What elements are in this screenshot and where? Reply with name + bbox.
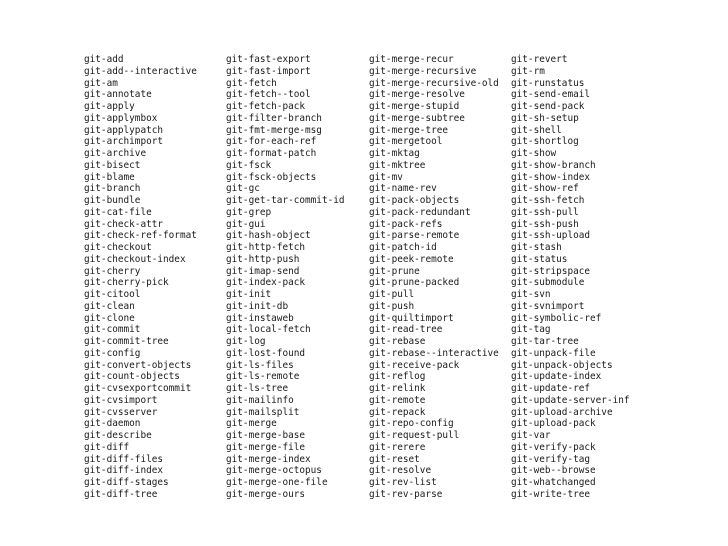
command-item: git-fsck <box>226 159 272 171</box>
command-item: git-remote <box>369 394 426 406</box>
command-item: git-local-fetch <box>226 324 311 336</box>
command-item: git-update-index <box>511 371 602 383</box>
command-item: git-ssh-fetch <box>511 195 585 206</box>
command-item: git-symbolic-ref <box>511 312 602 324</box>
command-item: git-cvsserver <box>84 406 158 418</box>
command-item: git-for-each-ref <box>226 136 317 148</box>
command-item: git-request-pull <box>369 430 460 441</box>
command-item: git-cherry <box>84 265 141 277</box>
command-item: git-svnimport <box>511 300 585 312</box>
command-item: git-cherry-pick <box>84 277 169 289</box>
command-item: git-format-patch <box>226 148 317 159</box>
command-item: git-clone <box>84 312 135 324</box>
command-item: git-merge-recursive <box>369 65 477 77</box>
command-item: git-tag <box>511 324 551 336</box>
command-item: git-mv <box>369 171 403 183</box>
command-item: git-checkout <box>84 242 152 253</box>
command-item: git-send-pack <box>511 101 585 112</box>
command-item: git-annotate <box>84 89 152 101</box>
command-item: git-cat-file <box>84 206 152 218</box>
command-item: git-filter-branch <box>226 112 322 124</box>
command-item: git-fsck-objects <box>226 171 317 183</box>
command-column-1 <box>84 54 197 501</box>
command-item: git-hash-object <box>226 230 311 242</box>
command-item: git-mktree <box>369 159 426 171</box>
command-item: git-fetch <box>226 77 277 89</box>
command-item: git-merge-ours <box>226 488 306 500</box>
command-item: git-diff-tree <box>84 488 158 500</box>
command-item: git-merge-one-file <box>226 477 328 488</box>
command-item: git-name-rev <box>369 183 437 195</box>
command-item: git-add--interactive <box>84 65 197 77</box>
command-item: git-rerere <box>369 441 426 453</box>
command-item: git-pull <box>369 289 415 300</box>
command-item: git-config <box>84 347 141 359</box>
command-item: git-repack <box>369 406 426 418</box>
command-item: git-resolve <box>369 465 432 477</box>
command-column-4 <box>511 54 630 501</box>
command-item: git-branch <box>84 183 141 195</box>
command-item: git-gc <box>226 183 260 195</box>
command-item: git-lost-found <box>226 347 306 359</box>
command-item: git-read-tree <box>369 324 443 336</box>
command-item: git-var <box>511 430 551 441</box>
command-item: git-send-email <box>511 89 591 101</box>
command-item: git-verify-tag <box>511 453 591 465</box>
command-item: git-fast-export <box>226 54 311 65</box>
command-item: git-fast-import <box>226 65 311 77</box>
command-item: git-patch-id <box>369 242 437 253</box>
command-item: git-verify-pack <box>511 441 596 453</box>
command-item: git-diff <box>84 441 130 453</box>
command-item: git-relink <box>369 383 426 394</box>
command-item: git-sh-setup <box>511 112 579 124</box>
command-item: git-merge-tree <box>369 124 449 136</box>
command-item: git-http-push <box>226 253 300 265</box>
command-item: git-unpack-objects <box>511 359 613 371</box>
command-item: git-applymbox <box>84 112 158 124</box>
command-item: git-submodule <box>511 277 585 289</box>
command-item: git-describe <box>84 430 152 441</box>
command-item: git-rebase <box>369 336 426 347</box>
command-item: git-diff-stages <box>84 477 169 488</box>
command-item: git-pack-refs <box>369 218 443 230</box>
command-item: git-prune-packed <box>369 277 460 289</box>
command-item: git-merge-recur <box>369 54 454 65</box>
command-item: git-svn <box>511 289 551 300</box>
command-item: git-update-ref <box>511 383 591 394</box>
command-item: git-commit-tree <box>84 336 169 347</box>
command-item: git-rm <box>511 65 545 77</box>
command-item: git-pack-redundant <box>369 206 471 218</box>
command-item: git-citool <box>84 289 141 300</box>
command-item: git-http-fetch <box>226 242 306 253</box>
command-item: git-unpack-file <box>511 347 596 359</box>
command-item: git-ls-remote <box>226 371 300 383</box>
command-item: git-instaweb <box>226 312 294 324</box>
command-item: git-show-ref <box>511 183 579 195</box>
command-item: git-reflog <box>369 371 426 383</box>
command-item: git-repo-config <box>369 418 454 430</box>
command-item: git-merge-file <box>226 441 306 453</box>
command-item: git-merge-resolve <box>369 89 465 101</box>
command-item: git-check-ref-format <box>84 230 197 242</box>
command-item: git-applypatch <box>84 124 164 136</box>
command-item: git-show-index <box>511 171 591 183</box>
command-item: git-count-objects <box>84 371 180 383</box>
command-item: git-push <box>369 300 415 312</box>
command-item: git-fmt-merge-msg <box>226 124 322 136</box>
command-item: git-parse-remote <box>369 230 460 242</box>
command-item: git-grep <box>226 206 272 218</box>
command-item: git-convert-objects <box>84 359 192 371</box>
command-item: git-runstatus <box>511 77 585 89</box>
command-item: git-diff-index <box>84 465 164 477</box>
command-item: git-stash <box>511 242 562 253</box>
command-item: git-cvsexportcommit <box>84 383 192 394</box>
command-item: git-diff-files <box>84 453 164 465</box>
command-item: git-mailinfo <box>226 394 294 406</box>
command-item: git-merge-index <box>226 453 311 465</box>
command-item: git-pack-objects <box>369 195 460 206</box>
command-item: git-fetch-pack <box>226 101 306 112</box>
command-item: git-show-branch <box>511 159 596 171</box>
command-item: git-archive <box>84 148 147 159</box>
command-item: git-whatchanged <box>511 477 596 488</box>
command-item: git-quiltimport <box>369 312 454 324</box>
command-item: git-rev-list <box>369 477 437 488</box>
command-item: git-prune <box>369 265 420 277</box>
command-item: git-daemon <box>84 418 141 430</box>
command-item: git-ls-tree <box>226 383 289 394</box>
command-item: git-ssh-pull <box>511 206 579 218</box>
command-item: git-clean <box>84 300 135 312</box>
command-item: git-init <box>226 289 272 300</box>
command-column-2 <box>226 54 345 501</box>
command-item: git-stripspace <box>511 265 591 277</box>
command-item: git-log <box>226 336 266 347</box>
command-item: git-mktag <box>369 148 420 159</box>
command-item: git-ssh-push <box>511 218 579 230</box>
command-item: git-web--browse <box>511 465 596 477</box>
command-item: git-merge-octopus <box>226 465 322 477</box>
command-item: git-cvsimport <box>84 394 158 406</box>
command-item: git-commit <box>84 324 141 336</box>
command-item: git-archimport <box>84 136 164 148</box>
command-item: git-shortlog <box>511 136 579 148</box>
command-item: git-revert <box>511 54 568 65</box>
command-item: git-write-tree <box>511 488 591 500</box>
command-item: git-bisect <box>84 159 141 171</box>
command-item: git-peek-remote <box>369 253 454 265</box>
command-item: git-merge <box>226 418 277 430</box>
command-item: git-checkout-index <box>84 253 186 265</box>
command-item: git-rev-parse <box>369 488 443 500</box>
command-item: git-upload-pack <box>511 418 596 430</box>
command-item: git-ls-files <box>226 359 294 371</box>
command-item: git-receive-pack <box>369 359 460 371</box>
command-item: git-apply <box>84 101 135 112</box>
command-item: git-am <box>84 77 118 89</box>
command-item: git-get-tar-commit-id <box>226 195 345 206</box>
command-item: git-merge-subtree <box>369 112 465 124</box>
command-item: git-index-pack <box>226 277 306 289</box>
command-item: git-show <box>511 148 557 159</box>
command-item: git-merge-stupid <box>369 101 460 112</box>
command-item: git-init-db <box>226 300 289 312</box>
command-item: git-gui <box>226 218 266 230</box>
command-item: git-merge-recursive-old <box>369 77 499 89</box>
command-item: git-tar-tree <box>511 336 579 347</box>
command-item: git-mailsplit <box>226 406 300 418</box>
command-item: git-check-attr <box>84 218 164 230</box>
command-item: git-shell <box>511 124 562 136</box>
command-item: git-upload-archive <box>511 406 613 418</box>
command-item: git-add <box>84 54 124 65</box>
command-item: git-update-server-inf <box>511 394 630 406</box>
command-item: git-fetch--tool <box>226 89 311 101</box>
command-item: git-status <box>511 253 568 265</box>
command-item: git-bundle <box>84 195 141 206</box>
command-column-3 <box>369 54 499 501</box>
command-item: git-merge-base <box>226 430 306 441</box>
command-item: git-mergetool <box>369 136 443 148</box>
command-item: git-imap-send <box>226 265 300 277</box>
command-item: git-reset <box>369 453 420 465</box>
command-item: git-ssh-upload <box>511 230 591 242</box>
command-item: git-blame <box>84 171 135 183</box>
command-item: git-rebase--interactive <box>369 347 499 359</box>
